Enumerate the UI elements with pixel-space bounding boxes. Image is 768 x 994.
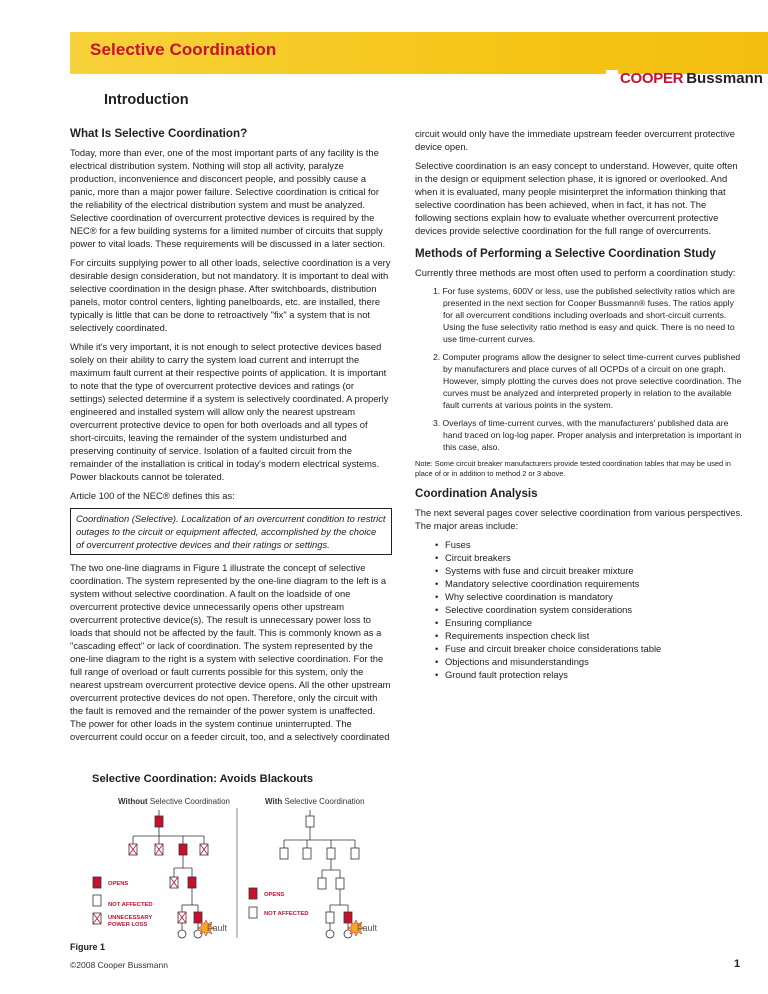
page-number: 1 [734,958,741,970]
list-item: • Fuse and circuit breaker choice considerations table [435,642,745,655]
sub-not-affected [318,878,326,889]
without-label-rest: Selective Coordination [147,797,230,806]
paragraph: Article 100 of the NEC® defines this as: [70,490,235,501]
feeder-unnecessary [129,844,137,855]
logo-name: Bussmann [686,70,763,87]
list-item: • Selective coordination system considerations [435,603,745,616]
section-title: Introduction [104,92,189,108]
list-item: • Mandatory selective coordination requirements [435,577,745,590]
feeder-opens [179,844,187,855]
list-item: 1. For fuse systems, 600V or less, use the published selectivity ratios which are presented in the next section for Cooper Bussmann® fuses. The ratios apply for all overcurrent conditions including overloads and short-circuit currents. Using the fuse selectivity ratio method is easy and quick. There is no need to use time-current curves. [433,286,735,344]
legend-opens-icon-right [249,888,257,899]
sub-opens [188,877,196,888]
branch-opens [194,912,202,923]
legend-not-affected-right: NOT AFFECTED [264,911,309,917]
sub-unnecessary [170,877,178,888]
paragraph: The next several pages cover selective coordination from various perspectives. The major areas include: [415,507,743,531]
banner-title: Selective Coordination [90,40,277,59]
branch-opens [344,912,352,923]
list-item: • Fuses [435,538,745,551]
paragraph: For circuits supplying power to all other loads, selective coordination is a very desirable design consideration, but not mandatory. It is important to deal with selective coordination in the design phase. After switchboards, distribution panels, motor control centers, lighting panelboards, etc. are installed, there typically is little that can be done to retroactively "fix" a system that is not selectively coordinated. [70,257,391,333]
list-item: 3. Overlays of time-current curves, with the manufacturers' published data are hand traced on log-log paper. Proper analysis and interpretation is important in this case, also. [433,418,742,452]
with-label-rest: Selective Coordination [282,797,365,806]
feeder-not-affected [351,848,359,859]
feeder-unnecessary [155,844,163,855]
copyright: ©2008 Cooper Bussmann [70,960,168,970]
paragraph: Selective coordination is an easy concept to understand. However, quite often in the design or equipment selection phase, it is ignored or overlooked. And when it is evaluated, many people misinterpret the information thinking that selective coordination has been achieved, when in fact, it has not. The following sections explain how to evaluate whether overcurrent protective devices provide selective coordination for the full range of overcurrents. [415,160,738,236]
legend-unnecessary-1: UNNECESSARY [108,915,153,921]
feeder-unnecessary [200,844,208,855]
definition-box: Coordination (Selective). Localization of an overcurrent condition to restrict outages to the circuit or equipment affected, accomplished by the choice of overcurrent protective devices and their ratings or settings. [70,508,392,555]
branch-not-affected [326,912,334,923]
list-item: • Ground fault protection relays [435,668,745,681]
feeder-not-affected [303,848,311,859]
figure-title: Selective Coordination: Avoids Blackouts [92,773,314,785]
without-label-bold: Without [118,797,148,806]
legend-opens-icon [93,877,101,888]
methods-heading: Methods of Performing a Selective Coordination Study [415,247,716,260]
legend-opens: OPENS [108,881,129,887]
list-item: • Circuit breakers [435,551,745,564]
with-label-bold: With [265,797,283,806]
list-item: • Systems with fuse and circuit breaker mixture [435,564,745,577]
legend-opens-right: OPENS [264,892,285,898]
legend-not-affected-icon-right [249,907,257,918]
legend-unnecessary-2: POWER LOSS [108,922,148,928]
figure-caption: Figure 1 [70,942,106,952]
sub-not-affected [336,878,344,889]
legend-not-affected-icon [93,895,101,906]
analysis-heading: Coordination Analysis [415,487,538,500]
paragraph: The two one-line diagrams in Figure 1 illustrate the concept of selective coordination. The system represented by the one-line diagram to the left is a system without selective coordination. A fault on the loadside of one overcurrent protective device unnecessarily opens other upstream overcurrent protective device(s). The result is unnecessary power loss to loads that should not be affected by the fault. This is commonly known as a "cascading effect" or lack of coordination. The system represented by the one-line diagram to the right is a system with selective coordination. For the full range of overload or fault currents possible for this system, only the nearest upstream overcurrent protective device opens. All the other upstream overcurrent protective devices do not open. Therefore, only the circuit with the fault is removed and the remainder of the power system is unaffected. The power for other loads in the system continue uninterrupted. The overcurrent could occur on a feeder circuit, too, and a selectively coordinated [70,562,391,742]
list-item: • Requirements inspection check list [435,629,745,642]
note: Note: Some circuit breaker manufacturers provide tested coordination tables that may be used in place of or in addition to method 2 or 3 above. [415,459,731,478]
paragraph: Today, more than ever, one of the most important parts of any facility is the electrical distribution system. Nothing will stop all activity, paralyze production, inconvenience and disconcert people, and possibly cause a panic, more than a major power failure. Selective coordination is critical for the reliability of the electrical distribution system and must be analyzed. Selective coordination of overcurrent protective devices is required by the NEC® for a few building systems for a limited number of circuits that supply power to vital loads. These requirements will be discussed in a later section. [70,147,386,249]
fault-label-right: Fault [357,923,378,933]
paragraph: circuit would only have the immediate upstream feeder overcurrent protective device open. [415,128,735,152]
list-item: • Why selective coordination is mandatory [435,590,745,603]
branch-unnecessary [178,912,186,923]
what-is-heading: What Is Selective Coordination? [70,127,248,140]
fault-label-left: Fault [207,923,228,933]
main-opens [155,816,163,827]
legend-unnecessary-icon [93,913,101,924]
list-item: 2. Computer programs allow the designer to select time-current curves published by manufacturers and place curves of all OCPDs of a circuit on one graph. However, simply plotting the curves does not prove selective coordination. The curves must be analyzed and interpreted properly in relation to the available fault currents at various points in the system. [433,352,742,410]
feeder-not-affected [280,848,288,859]
legend-not-affected: NOT AFFECTED [108,902,153,908]
feeder-not-affected [327,848,335,859]
list-item: • Objections and misunderstandings [435,655,745,668]
paragraph: While it's very important, it is not enough to select protective devices based solely on their ability to carry the system load current and interrupt the maximum fault current at their respective points of application. It is important to note that the type of overcurrent protective devices and ratings (or settings) selected determine if a system is selectively coordinated. A properly engineered and installed system will allow only the nearest upstream overcurrent protective device to open for both overloads and all types of short-circuits, leaving the remainder of the system undisturbed and preserving continuity of service. Isolation of a faulted circuit from the remainder of the installation is critical in today's modern electrical systems. Power blackouts cannot be tolerated. [70,341,389,482]
main-not-affected [306,816,314,827]
logo-brand: COOPER [620,70,684,87]
paragraph: Currently three methods are most often used to perform a coordination study: [415,267,736,278]
list-item: • Ensuring compliance [435,616,745,629]
